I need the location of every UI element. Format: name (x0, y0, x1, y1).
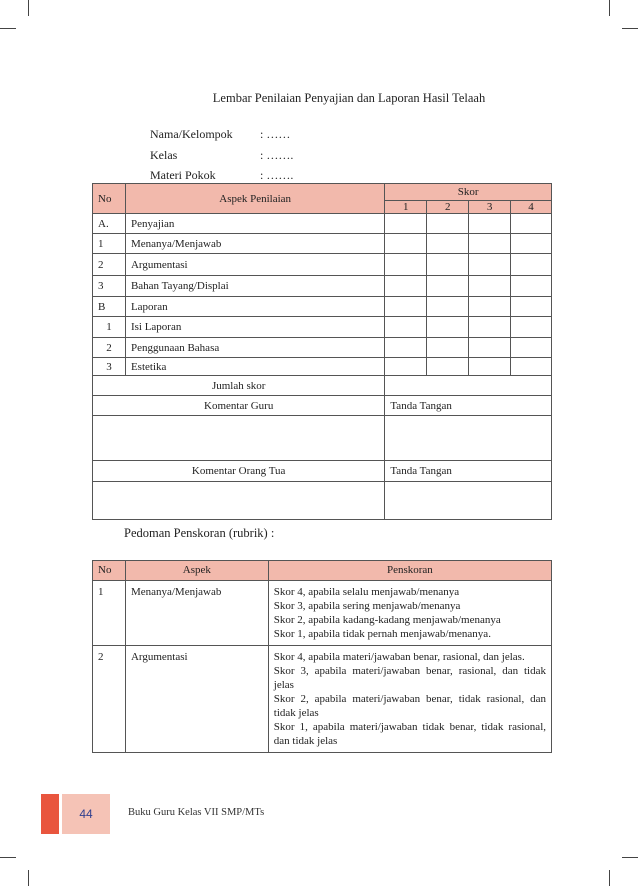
score-cell[interactable] (385, 254, 427, 276)
score-cell[interactable] (511, 358, 552, 376)
table-row: B Laporan (93, 297, 552, 317)
score-cell[interactable] (511, 214, 552, 234)
table-row: 2 Penggunaan Bahasa (93, 338, 552, 358)
rubric-table (92, 560, 552, 753)
score-cell[interactable] (385, 297, 427, 317)
header-no: No (93, 184, 126, 214)
score-cell[interactable] (469, 317, 511, 338)
score-cell[interactable] (427, 317, 469, 338)
crop-mark-br-v (609, 870, 610, 886)
score-cell[interactable] (427, 234, 469, 254)
info-row-kelas: Kelas : ……. (150, 148, 294, 162)
header-aspek: Aspek Penilaian (125, 184, 384, 214)
crop-mark-br-h (622, 857, 638, 858)
footer-book-title: Buku Guru Kelas VII SMP/MTs (128, 807, 265, 818)
score-cell[interactable] (427, 214, 469, 234)
score-cell[interactable] (385, 276, 427, 297)
table-row: 2 Argumentasi Skor 4, apabila materi/jawaban benar, rasional, dan jelas. Skor 3, apabila materi/jawaban benar, rasional, dan tidak jelas Skor 2, apabila materi/jawaban benar, tidak rasional, dan tidak jelas Skor 1, apabila materi/jawaban tidak benar, tidak rasional, dan tidak jelas (93, 646, 552, 753)
score-cell[interactable] (469, 254, 511, 276)
header-skor-1: 1 (385, 201, 427, 214)
tanda-tangan-ortu-field[interactable] (385, 482, 552, 520)
rubric-title: Pedoman Penskoran (rubrik) : (124, 526, 275, 540)
rubric-penskoran: Skor 4, apabila materi/jawaban benar, rasional, dan jelas. Skor 3, apabila materi/jawaban benar, rasional, dan tidak jelas Skor 2, apabila materi/jawaban benar, tidak rasional, dan tidak jelas Skor 1, apabila materi/jawaban tidak benar, tidak rasional, dan tidak jelas (268, 646, 551, 753)
crop-mark-tr-h (622, 28, 638, 29)
table-row: A. Penyajian (93, 214, 552, 234)
crop-mark-tl-h (0, 28, 16, 29)
info-row-materi: Materi Pokok : ……. (150, 168, 294, 182)
header-skor-4: 4 (511, 201, 552, 214)
table-row: 2 Argumentasi (93, 254, 552, 276)
komentar-ortu-header (93, 461, 552, 482)
score-cell[interactable] (469, 276, 511, 297)
komentar-guru-label: Komentar Guru (93, 396, 385, 416)
crop-mark-tr-v (609, 0, 610, 16)
score-cell[interactable] (427, 276, 469, 297)
info-row-nama: Nama/Kelompok : …… (150, 127, 291, 141)
rubric-header-no: No (93, 561, 126, 581)
tanda-tangan-guru-label: Tanda Tangan (385, 396, 552, 416)
score-cell[interactable] (469, 297, 511, 317)
score-cell[interactable] (385, 358, 427, 376)
page-number: 44 (79, 807, 93, 821)
table-row: 1 Menanya/Menjawab Skor 4, apabila selalu menjawab/menanya Skor 3, apabila sering menjawab/menanya Skor 2, apabila kadang-kadang menjawab/menanya Skor 1, apabila tidak pernah menjawab/menanya. (93, 581, 552, 646)
rubric-header-penskoran: Penskoran (268, 561, 551, 581)
table-row: 1 Isi Laporan (93, 317, 552, 338)
komentar-orang-tua-field[interactable] (93, 482, 385, 520)
table-row: 1 Menanya/Menjawab (93, 234, 552, 254)
score-cell[interactable] (427, 254, 469, 276)
rubric-penskoran: Skor 4, apabila selalu menjawab/menanya Skor 3, apabila sering menjawab/menanya Skor 2, apabila kadang-kadang menjawab/menanya Skor 1, apabila tidak pernah menjawab/menanya. (268, 581, 551, 646)
komentar-guru-header (93, 396, 552, 416)
assessment-table (92, 183, 552, 520)
rubric-header-aspek: Aspek (125, 561, 268, 581)
table-row: 3 Bahan Tayang/Displai (93, 276, 552, 297)
header-skor: Skor (385, 184, 552, 201)
komentar-guru-field[interactable] (93, 416, 385, 461)
header-skor-2: 2 (427, 201, 469, 214)
page-title: Lembar Penilaian Penyajian dan Laporan Hasil Telaah (212, 91, 486, 105)
score-cell[interactable] (469, 358, 511, 376)
header-skor-3: 3 (469, 201, 511, 214)
crop-mark-bl-h (0, 857, 16, 858)
score-cell[interactable] (469, 338, 511, 358)
komentar-orang-tua-label: Komentar Orang Tua (93, 461, 385, 482)
score-cell[interactable] (427, 297, 469, 317)
score-cell[interactable] (511, 317, 552, 338)
komentar-ortu-body (93, 482, 552, 520)
score-cell[interactable] (469, 234, 511, 254)
score-cell[interactable] (511, 254, 552, 276)
table-row: 3 Estetika (93, 358, 552, 376)
score-cell[interactable] (469, 214, 511, 234)
score-cell[interactable] (511, 234, 552, 254)
jumlah-skor-value[interactable] (385, 376, 552, 396)
tanda-tangan-ortu-label: Tanda Tangan (385, 461, 552, 482)
tanda-tangan-guru-field[interactable] (385, 416, 552, 461)
score-cell[interactable] (511, 297, 552, 317)
score-cell[interactable] (427, 338, 469, 358)
score-cell[interactable] (385, 338, 427, 358)
footer-accent-bar (41, 794, 59, 834)
score-cell[interactable] (427, 358, 469, 376)
crop-mark-tl-v (28, 0, 29, 16)
jumlah-skor-label: Jumlah skor (93, 376, 385, 396)
score-cell[interactable] (385, 234, 427, 254)
score-cell[interactable] (385, 214, 427, 234)
komentar-guru-body (93, 416, 552, 461)
score-cell[interactable] (511, 276, 552, 297)
score-cell[interactable] (511, 338, 552, 358)
score-cell[interactable] (385, 317, 427, 338)
crop-mark-bl-v (28, 870, 29, 886)
jumlah-skor-row (93, 376, 552, 396)
